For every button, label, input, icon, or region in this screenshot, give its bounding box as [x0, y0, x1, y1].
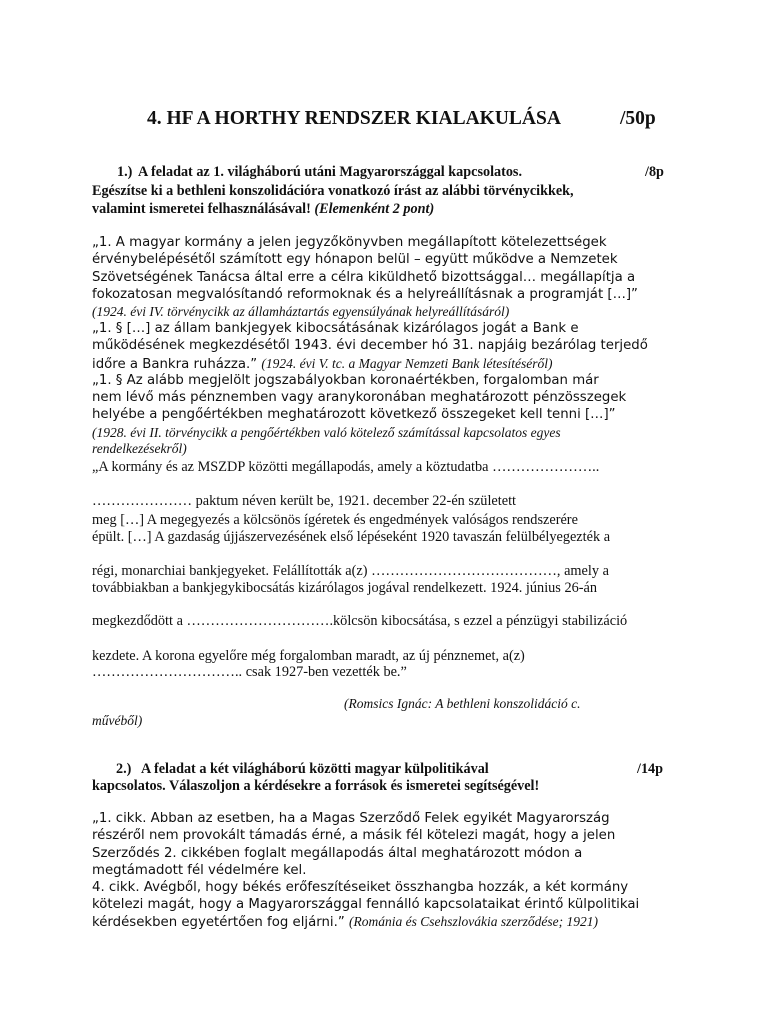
fill-line: ………………… paktum néven került be, 1921. december 22-én született: [92, 493, 517, 509]
fill-line: „A kormány és az MSZDP közötti megállapodás, amely a köztudatba …………………..: [92, 459, 600, 475]
source-citation: rendelkezésekről): [92, 441, 187, 456]
document-title: 4. HF A HORTHY RENDSZER KIALAKULÁSA: [147, 108, 561, 129]
source-line: Szövetségének Tanácsa által erre a célra kiküldhető bizottsággal… megállapítja a: [92, 270, 636, 285]
fill-line: épült. […] A gazdaság újjászervezésének első lépéseként 1920 tavaszán felülbélyegezték a: [92, 529, 611, 545]
fill-line: továbbiakban a bankjegykibocsátás kizárólagos jogával rendelkezett. 1924. június 26-án: [92, 580, 597, 596]
title-points: /50p: [620, 108, 656, 129]
fill-line: régi, monarchiai bankjegyeket. Felállították a(z) …………………………………, amely a: [92, 563, 609, 579]
source-line: megtámadott fél védelmére kel.: [92, 863, 307, 878]
source-citation: (Románia és Csehszlovákia szerződése; 1921): [348, 914, 598, 929]
fill-line: kezdete. A korona egyelőre még forgalomban maradt, az új pénznemet, a(z): [92, 648, 525, 664]
source-text: kérdésekben egyetértően fog eljárni.”: [92, 915, 345, 930]
source-line: „1. § Az alább megjelölt jogszabályokban koronaértékben, forgalomban már: [92, 373, 599, 388]
source-line: érvénybelépésétől számított egy hónapon belül – együtt működve a Nemzetek: [92, 252, 618, 267]
source-line: „1. cikk. Abban az esetben, ha a Magas Szerződő Felek egyikét Magyarország: [92, 811, 610, 826]
source-line: „1. A magyar kormány a jelen jegyzőkönyvben megállapított kötelezettségek: [92, 235, 607, 250]
source-line: részéről nem provokált támadás érné, a másik fél kötelezi magát, hogy a jelen: [92, 828, 616, 843]
task2-heading-line2: kapcsolatos. Válaszoljon a kérdésekre a források és ismeretei segítségével!: [92, 778, 540, 794]
fill-line: megkezdődött a ………………………….kölcsön kibocsátása, s ezzel a pénzügyi stabilizáció: [92, 613, 628, 629]
source-line: Szerződés 2. cikkében foglalt megállapodás által meghatározott módon a: [92, 846, 583, 861]
source-line: [92, 356, 552, 372]
task1-heading-line2: Egészítse ki a bethleni konszolidációra vonatkozó írást az alábbi törvénycikkek,: [92, 183, 574, 199]
fill-citation: művéből): [92, 713, 143, 728]
source-citation: (1928. évi II. törvénycikk a pengőértékben való kötelező számítással kapcsolatos egyes: [92, 425, 561, 440]
task2-heading-line1: A feladat a két világháború közötti magyar külpolitikával: [141, 761, 489, 777]
source-line: működésének megkezdésétől 1943. évi december hó 31. napjáig bezárólag terjedő: [92, 338, 648, 353]
task2-points: /14p: [637, 761, 664, 777]
source-line: nem lévő más pénznemben vagy aranykoronában meghatározott pénzösszegek: [92, 390, 627, 405]
source-text: időre a Bankra ruházza.”: [92, 357, 258, 372]
source-line: 4. cikk. Avégből, hogy békés erőfeszítéseiket összhangba hozzák, a két kormány: [92, 880, 629, 895]
source-line: fokozatosan megvalósítandó reformoknak és a helyreállításnak a programját […]”: [92, 287, 638, 302]
task2-number: 2.): [116, 761, 132, 777]
source-line: „1. § […] az állam bankjegyek kibocsátásának kizárólagos jogát a Bank e: [92, 321, 579, 336]
source-citation: (1924. évi V. tc. a Magyar Nemzeti Bank létesítéséről): [261, 356, 553, 371]
source-citation: (1924. évi IV. törvénycikk az államháztartás egyensúlyának helyreállításáról): [92, 304, 510, 319]
task1-instruction: valamint ismeretei felhasználásával!: [92, 201, 311, 217]
task1-heading-line1: A feladat az 1. világháború utáni Magyarországgal kapcsolatos.: [138, 164, 522, 180]
source-line: kötelezi magát, hogy a Magyarországgal fennálló kapcsolataikat érintő külpolitikai: [92, 897, 640, 912]
task1-points: /8p: [645, 164, 664, 180]
task1-heading-line3: [92, 201, 434, 218]
fill-line: ………………………….. csak 1927-ben vezették be.”: [92, 664, 407, 680]
fill-line: meg […] A megegyezés a kölcsönös ígéretek és engedmények valóságos rendszerére: [92, 512, 578, 528]
source-line: [92, 914, 598, 930]
fill-citation: (Romsics Ignác: A bethleni konszolidáció c.: [344, 696, 581, 711]
task1-number: 1.): [117, 164, 133, 180]
task1-scoring-note: (Elemenként 2 pont): [314, 201, 435, 217]
source-line: helyébe a pengőértékben meghatározott következő összegeket kell tenni […]”: [92, 407, 616, 422]
